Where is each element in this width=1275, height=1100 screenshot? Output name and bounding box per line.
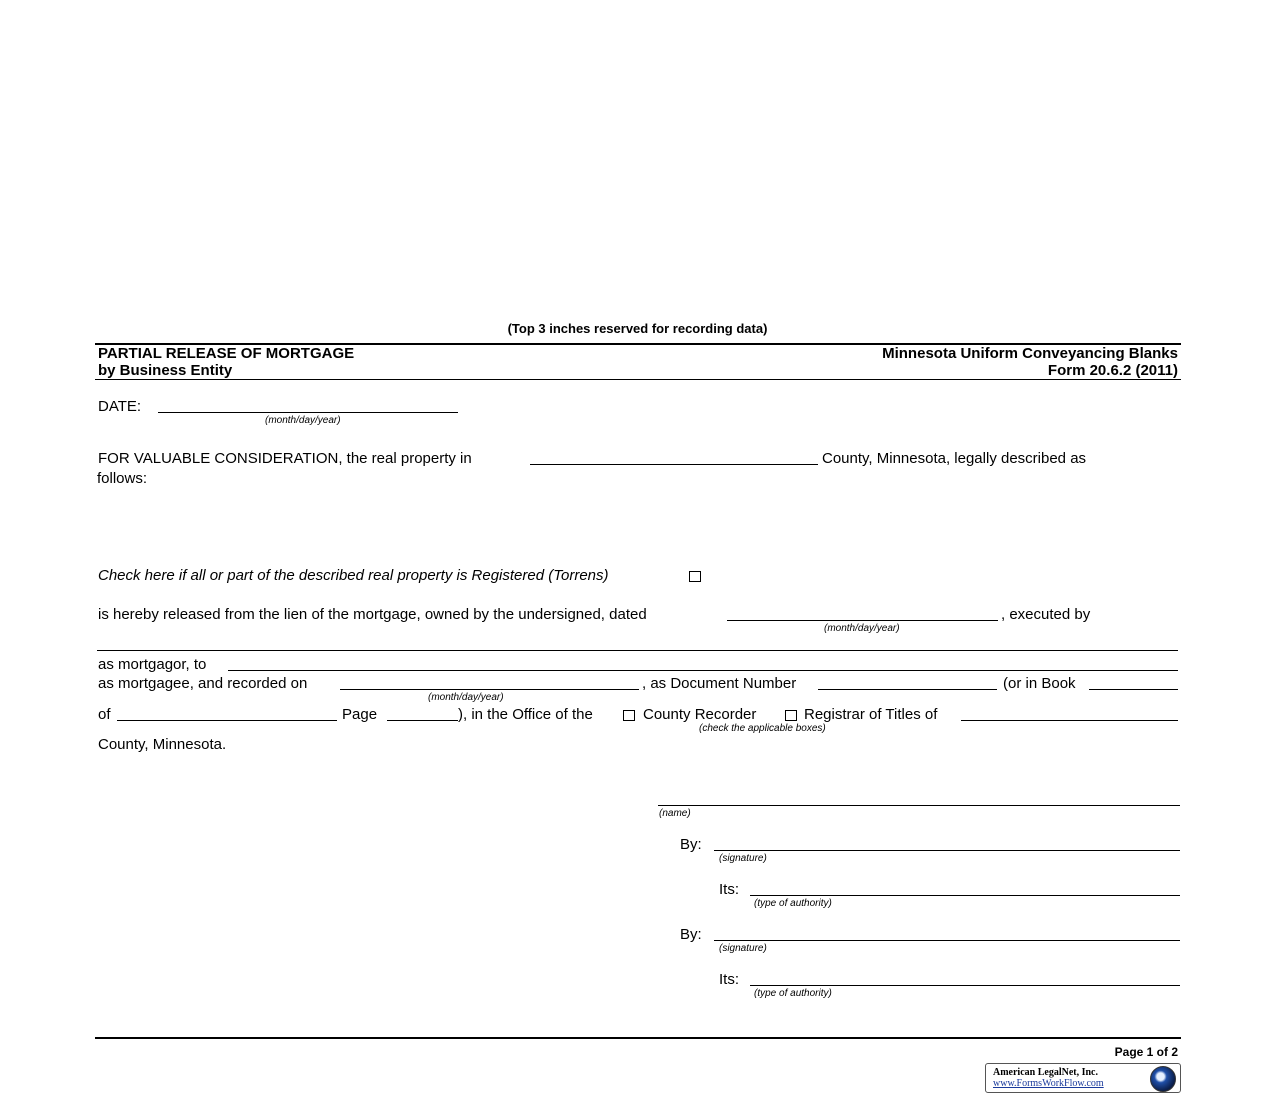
globe-icon bbox=[1150, 1066, 1176, 1092]
recorded-date-field[interactable] bbox=[340, 689, 639, 690]
registrar-label: Registrar of Titles of bbox=[804, 706, 938, 723]
released-prefix: is hereby released from the lien of the mortgage, owned by the undersigned, dated bbox=[98, 606, 647, 623]
doc-number-label: , as Document Number bbox=[642, 675, 797, 692]
office-label: ), in the Office of the bbox=[458, 706, 593, 723]
registrar-checkbox[interactable] bbox=[785, 710, 797, 721]
header-bottom-rule bbox=[95, 379, 1181, 380]
mortgage-date-field[interactable] bbox=[727, 620, 998, 621]
mortgagee-label: as mortgagee, and recorded on bbox=[98, 675, 308, 692]
by-label-1: By: bbox=[680, 836, 702, 853]
form-title: PARTIAL RELEASE OF MORTGAGE bbox=[98, 345, 355, 362]
signature-hint-2: (signature) bbox=[719, 943, 767, 954]
county-field[interactable] bbox=[530, 464, 818, 465]
recorded-date-hint: (month/day/year) bbox=[428, 692, 504, 703]
form-series: Minnesota Uniform Conveyancing Blanks bbox=[882, 345, 1178, 362]
authority-field-2[interactable] bbox=[750, 985, 1180, 986]
mortgagee-field[interactable] bbox=[228, 670, 1178, 671]
torrens-checkbox[interactable] bbox=[689, 571, 701, 582]
mortgagor-field[interactable] bbox=[97, 650, 1178, 651]
american-legalnet-logo[interactable] bbox=[985, 1063, 1181, 1093]
name-field[interactable] bbox=[658, 805, 1180, 806]
page-field[interactable] bbox=[387, 720, 458, 721]
its-label-2: Its: bbox=[719, 971, 740, 988]
date-hint: (month/day/year) bbox=[265, 415, 341, 426]
authority-field-1[interactable] bbox=[750, 895, 1180, 896]
registrar-county-field[interactable] bbox=[961, 720, 1178, 721]
name-hint: (name) bbox=[659, 808, 691, 819]
county-minnesota-label: County, Minnesota. bbox=[98, 736, 227, 753]
torrens-text: Check here if all or part of the described real property is Registered (Torrens) bbox=[98, 567, 609, 584]
released-suffix: , executed by bbox=[1001, 606, 1091, 623]
footer-rule bbox=[95, 1037, 1181, 1039]
reserved-note: (Top 3 inches reserved for recording data) bbox=[507, 321, 768, 336]
check-boxes-hint: (check the applicable boxes) bbox=[699, 723, 826, 734]
form-number: Form 20.6.2 (2011) bbox=[1047, 362, 1178, 379]
authority-hint-1: (type of authority) bbox=[754, 898, 832, 909]
page-number: Page 1 of 2 bbox=[1114, 1045, 1178, 1059]
book-label: (or in Book bbox=[1003, 675, 1076, 692]
mortgage-date-hint: (month/day/year) bbox=[824, 623, 900, 634]
doc-number-field[interactable] bbox=[818, 689, 997, 690]
date-label: DATE: bbox=[98, 398, 142, 415]
of-label: of bbox=[98, 706, 111, 723]
book-of-field[interactable] bbox=[117, 720, 337, 721]
county-recorder-label: County Recorder bbox=[643, 706, 757, 723]
date-field[interactable] bbox=[158, 412, 458, 413]
page-label: Page bbox=[342, 706, 378, 723]
county-recorder-checkbox[interactable] bbox=[623, 710, 635, 721]
authority-hint-2: (type of authority) bbox=[754, 988, 832, 999]
logo-company-name: American LegalNet, Inc. bbox=[993, 1067, 1098, 1078]
signature-field-1[interactable] bbox=[714, 850, 1180, 851]
signature-field-2[interactable] bbox=[714, 940, 1180, 941]
logo-website-link[interactable]: www.FormsWorkFlow.com bbox=[993, 1078, 1104, 1089]
consideration-prefix: FOR VALUABLE CONSIDERATION, the real property in bbox=[98, 450, 472, 467]
by-label-2: By: bbox=[680, 926, 702, 943]
mortgagor-label: as mortgagor, to bbox=[98, 656, 207, 673]
its-label-1: Its: bbox=[719, 881, 740, 898]
book-field[interactable] bbox=[1089, 689, 1178, 690]
signature-hint-1: (signature) bbox=[719, 853, 767, 864]
form-subtitle: by Business Entity bbox=[98, 362, 233, 379]
consideration-suffix: County, Minnesota, legally described as bbox=[822, 450, 1087, 467]
follows-label: follows: bbox=[97, 470, 148, 487]
